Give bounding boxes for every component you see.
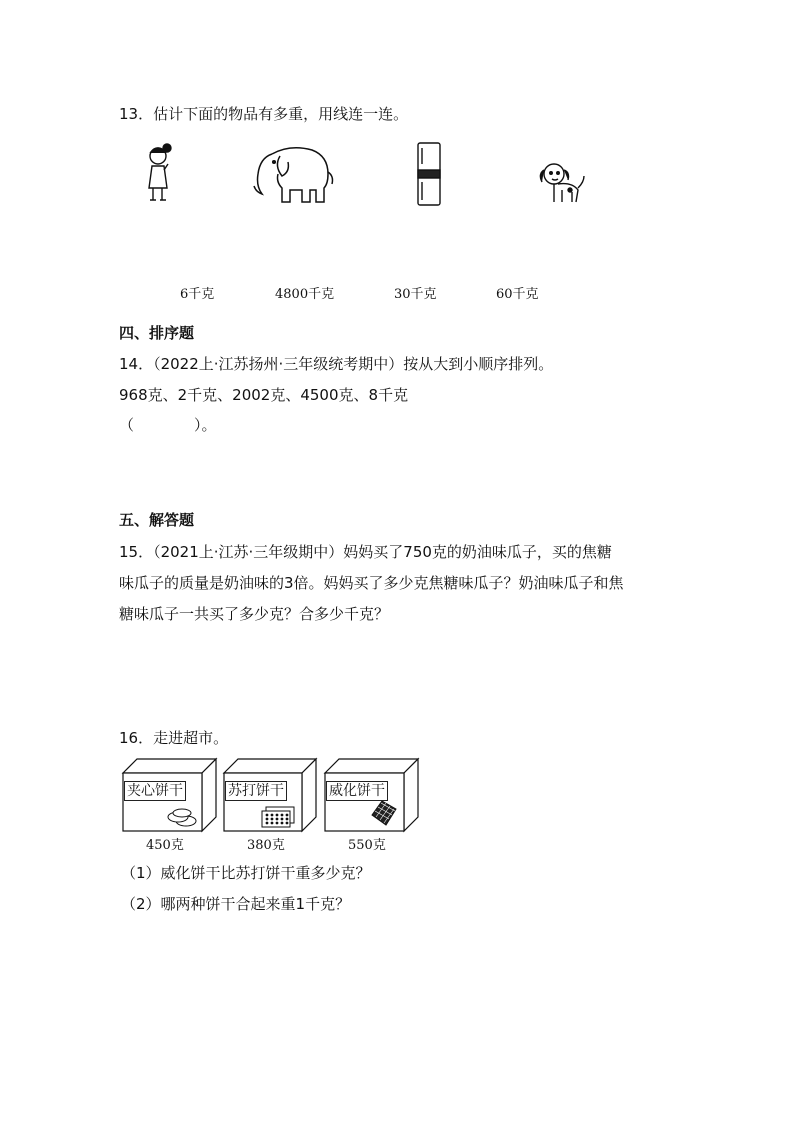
- refrigerator-icon: [414, 140, 444, 208]
- q16-sub-question: （1）威化饼干比苏打饼干重多少克？: [121, 864, 371, 882]
- biscuit-box-label: 苏打饼干: [225, 781, 287, 801]
- weight-option: 30千克: [394, 287, 437, 302]
- biscuit-weight: 380克: [247, 838, 285, 853]
- biscuit-box-label: 夹心饼干: [124, 781, 186, 801]
- biscuit-weight: 450克: [146, 838, 184, 853]
- q15-line: 味瓜子的质量是奶油味的3倍。妈妈买了多少克焦糖味瓜子？奶油味瓜子和焦: [119, 574, 624, 592]
- girl-icon: [140, 140, 180, 206]
- elephant-icon: [250, 140, 336, 206]
- weight-option: 4800千克: [275, 287, 335, 302]
- soda-cracker-icon: [262, 807, 294, 827]
- q16-sub-question: （2）哪两种饼干合起来重1千克？: [121, 895, 351, 913]
- q14-text: 14．（2022上·江苏扬州·三年级统考期中）按从大到小顺序排列。: [119, 355, 554, 373]
- biscuit-box-label: 威化饼干: [326, 781, 388, 801]
- q13-text: 13．估计下面的物品有多重，用线连一连。: [119, 105, 409, 123]
- q14-items: 968克、2千克、2002克、4500克、8千克: [119, 386, 409, 404]
- puppy-icon: [536, 160, 588, 206]
- q15-line: 15．（2021上·江苏·三年级期中）妈妈买了750克的奶油味瓜子，买的焦糖: [119, 543, 612, 561]
- weight-option: 60千克: [496, 287, 539, 302]
- q15-line: 糖味瓜子一共买了多少克？合多少千克？: [119, 605, 390, 623]
- section-title: 五、解答题: [119, 511, 195, 529]
- q16-text: 16．走进超市。: [119, 729, 229, 747]
- weight-option: 6千克: [180, 287, 215, 302]
- biscuit-weight: 550克: [348, 838, 386, 853]
- q14-answer-blank: （ ）。: [119, 416, 217, 434]
- section-title: 四、排序题: [119, 324, 195, 342]
